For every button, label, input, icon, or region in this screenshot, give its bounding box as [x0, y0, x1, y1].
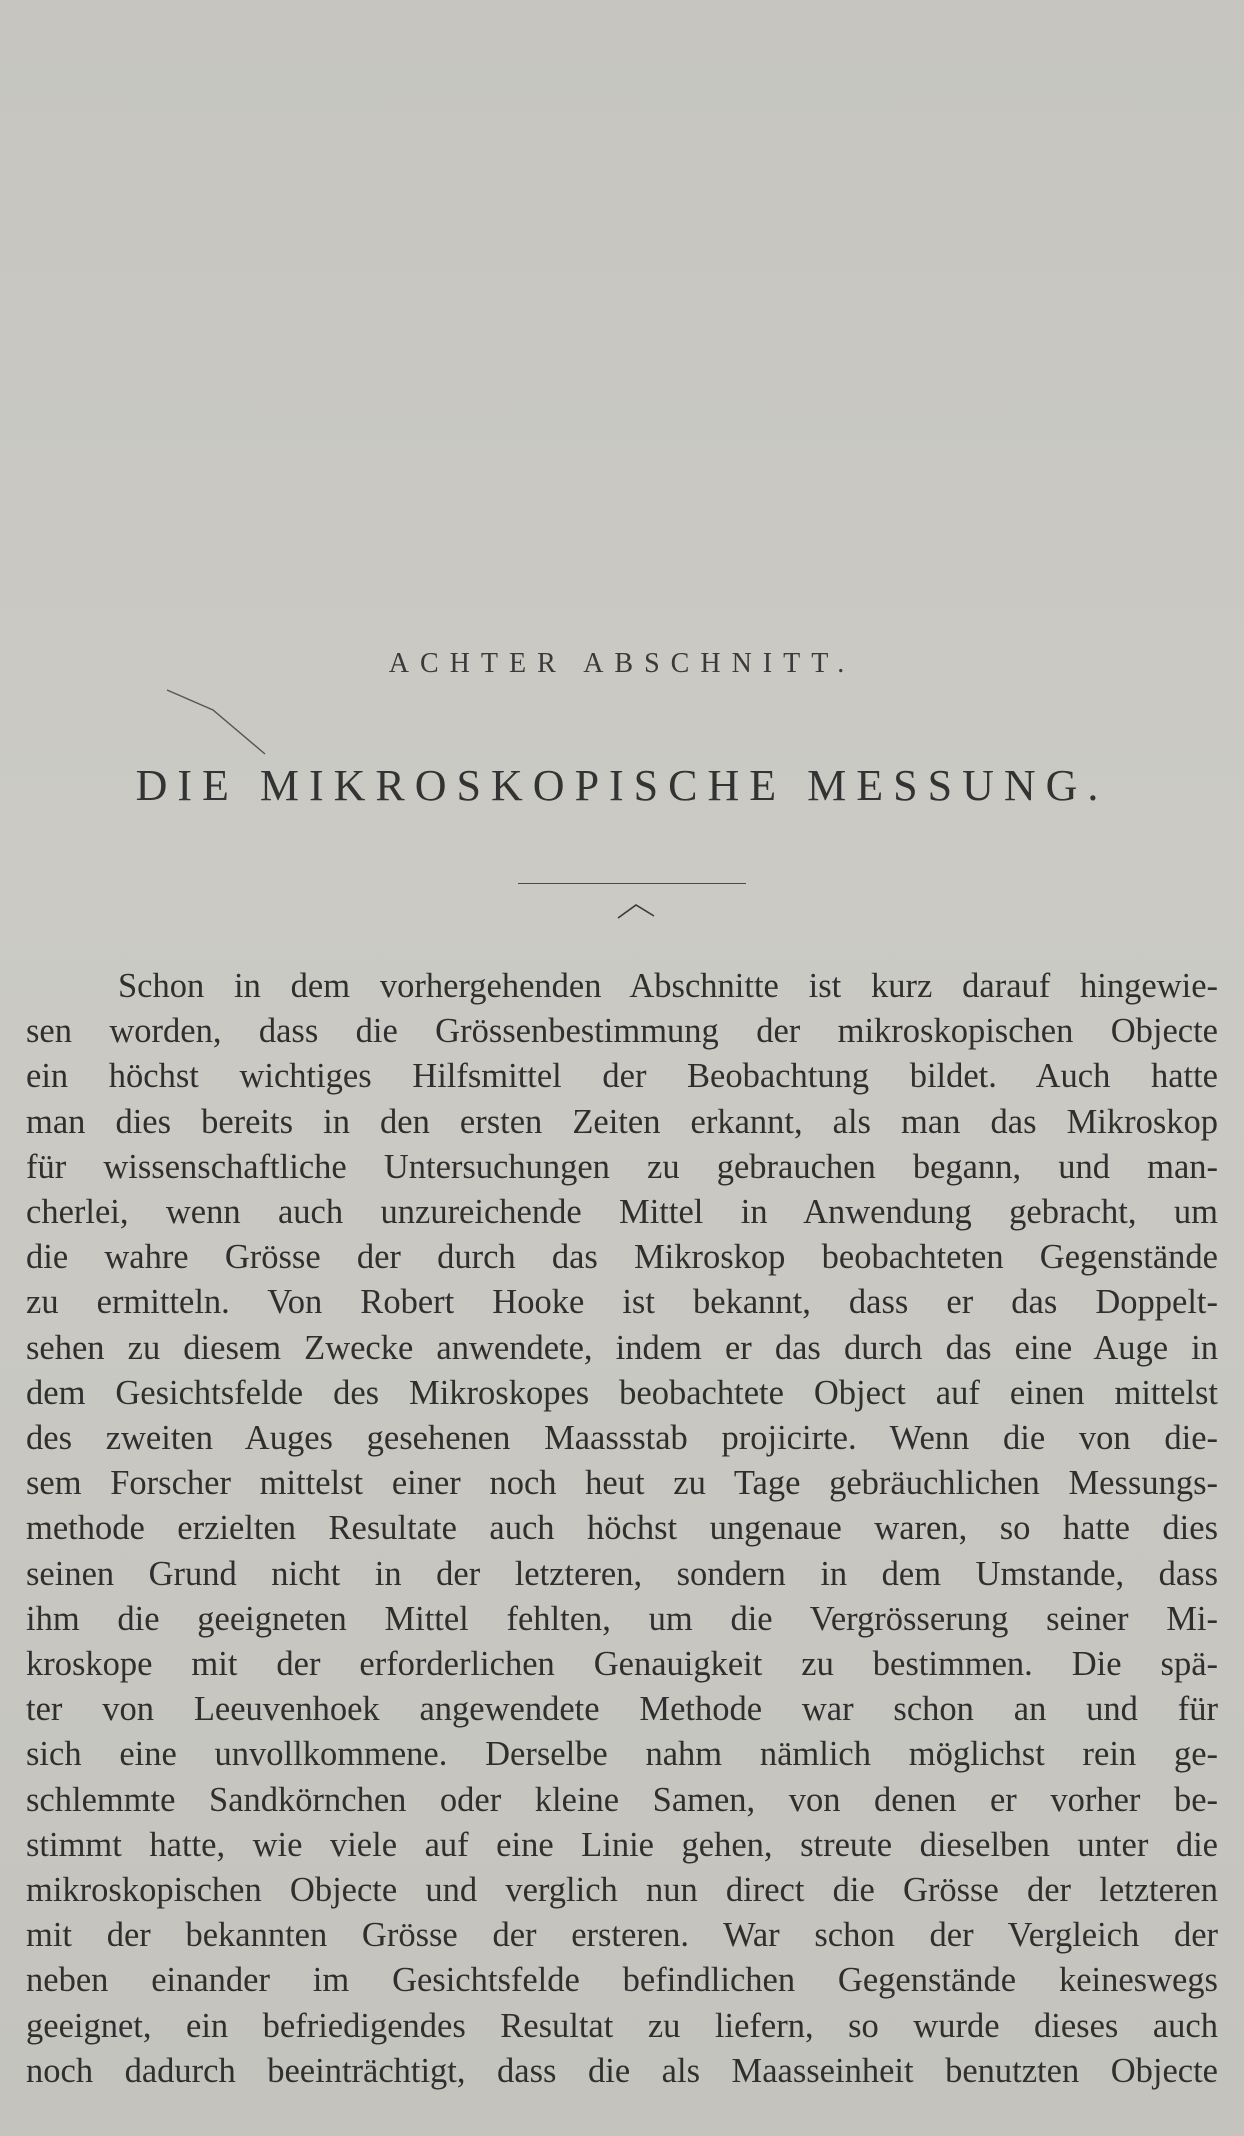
- text-line: schlemmte Sandkörnchen oder kleine Samen, von denen er vorher be-: [26, 1780, 1218, 1819]
- text-line: dem Gesichtsfelde des Mikroskopes beobachtete Object auf einen mittelst: [26, 1373, 1218, 1412]
- text-line: sem Forscher mittelst einer noch heut zu Tage gebräuchlichen Messungs-: [26, 1464, 1218, 1503]
- title-rule: [518, 883, 746, 884]
- text-line: die wahre Grösse der durch das Mikroskop beobachteten Gegenstände: [26, 1238, 1218, 1277]
- text-line: geeignet, ein befriedigendes Resultat zu liefern, so wurde dieses auch: [26, 2006, 1218, 2045]
- text-line: kroskope mit der erforderlichen Genauigkeit zu bestimmen. Die spä-: [26, 1645, 1218, 1684]
- text-line: sehen zu diesem Zwecke anwendete, indem er das durch das eine Auge in: [26, 1328, 1218, 1367]
- text-line: ein höchst wichtiges Hilfsmittel der Beobachtung bildet. Auch hatte: [26, 1057, 1218, 1096]
- body-paragraph: [26, 964, 1218, 2094]
- text-line: zu ermitteln. Von Robert Hooke ist bekannt, dass er das Doppelt-: [26, 1283, 1218, 1322]
- caret-mark-icon: [616, 902, 656, 920]
- text-line: für wissenschaftliche Untersuchungen zu gebrauchen begann, und man-: [26, 1147, 1218, 1186]
- text-line: seinen Grund nicht in der letzteren, sondern in dem Umstande, dass: [26, 1554, 1218, 1593]
- chapter-title: DIE MIKROSKOPISCHE MESSUNG.: [135, 761, 1109, 810]
- text-line: methode erzielten Resultate auch höchst ungenaue waren, so hatte dies: [26, 1509, 1218, 1548]
- text-line: des zweiten Auges gesehenen Maassstab projicirte. Wenn die von die-: [26, 1419, 1218, 1458]
- text-line: man dies bereits in den ersten Zeiten erkannt, als man das Mikroskop: [26, 1102, 1218, 1141]
- text-line: cherlei, wenn auch unzureichende Mittel in Anwendung gebracht, um: [26, 1193, 1218, 1232]
- text-line: mit der bekannten Grösse der ersteren. War schon der Vergleich der: [26, 1916, 1218, 1955]
- text-line: Schon in dem vorhergehenden Abschnitte ist kurz darauf hingewie-: [118, 967, 1218, 1005]
- text-line: neben einander im Gesichtsfelde befindlichen Gegenstände keineswegs: [26, 1961, 1218, 2000]
- text-line: sen worden, dass die Grössenbestimmung der mikroskopischen Objecte: [26, 1012, 1218, 1051]
- section-heading: ACHTER ABSCHNITT.: [388, 648, 856, 679]
- text-line: stimmt hatte, wie viele auf eine Linie gehen, streute dieselben unter die: [26, 1825, 1218, 1864]
- pencil-mark-icon: [165, 688, 275, 758]
- text-line: sich eine unvollkommene. Derselbe nahm nämlich möglichst rein ge-: [26, 1735, 1218, 1774]
- text-line: ihm die geeigneten Mittel fehlten, um die Vergrösserung seiner Mi-: [26, 1599, 1218, 1638]
- text-line: mikroskopischen Objecte und verglich nun direct die Grösse der letzteren: [26, 1871, 1218, 1910]
- text-line: noch dadurch beeinträchtigt, dass die als Maasseinheit benutzten Objecte: [26, 2051, 1218, 2090]
- text-line: ter von Leeuvenhoek angewendete Methode war schon an und für: [26, 1690, 1218, 1729]
